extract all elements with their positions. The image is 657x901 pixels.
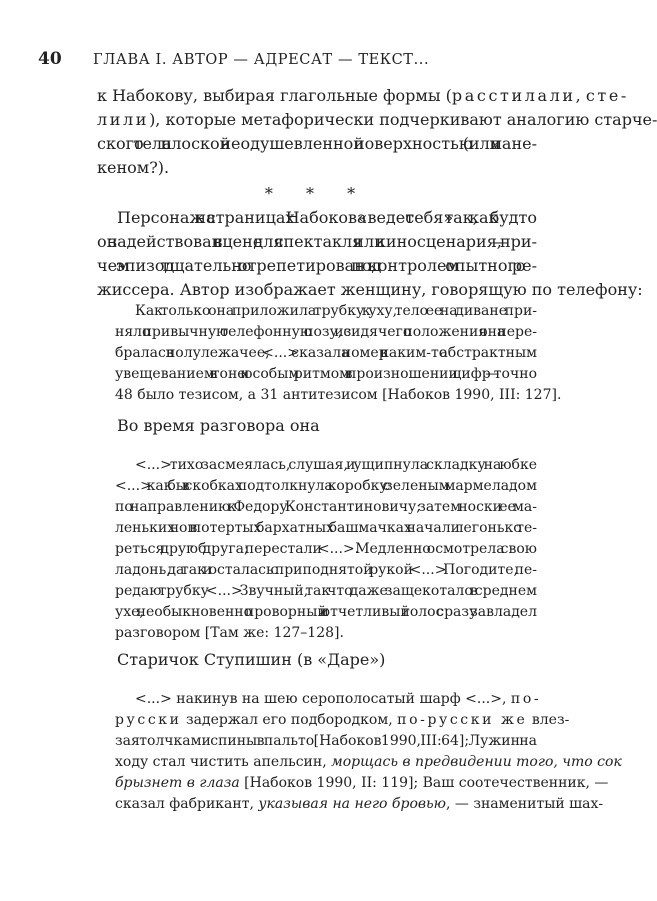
- quote-line: бралась в полулежачее; <...> сказала номер с каким-то абстрактным: [115, 345, 537, 361]
- quote-line: няло привычную телефонную позу, из сидячего положения она пере-: [115, 324, 537, 340]
- quote-line: ходу стал чистить апельсин, морщась в предвидении того, что сок: [97, 752, 537, 773]
- italic-phrase: морщась в предвидении того, что сок: [331, 754, 622, 770]
- spaced-word: расстилали: [451, 86, 576, 105]
- quote-line: брызнет в глаза [Набоков 1990, II: 119]; Ваш соотечественник, —: [97, 773, 537, 794]
- text-line: лили ), которые метафорически подчеркивают аналогию старче-: [97, 108, 537, 132]
- page-number: 40: [38, 49, 62, 69]
- quote-line: 48 было тезисом, а 31 антитезисом [Набоков 1990, III: 127].: [115, 387, 562, 403]
- quote-line: зая толчками спины в пальто [Набоков 1990, III: 64]; Лужин на: [115, 733, 537, 749]
- text-line: Старичок Ступишин (в «Даре»): [117, 650, 386, 669]
- quote-line: по направлению к Федору Константиновичу; затем носки ее ма-: [115, 499, 537, 515]
- quote-line: <...> накинув на шею серополосатый шарф <...>, по-: [97, 689, 537, 710]
- section-separator: * * *: [264, 184, 370, 203]
- quote-line: сказал фабрикант, указывая на него бровью , — знаменитый шах-: [97, 794, 537, 815]
- spaced-word: русски: [115, 712, 182, 728]
- italic-phrase: брызнет в глаза: [115, 775, 240, 791]
- quote-line: <...> тихо засмеялась, слушая, и ущипнула складку на юбке: [135, 457, 537, 473]
- paragraph-3: [97, 414, 537, 438]
- block-quote-2: [97, 455, 537, 644]
- paragraph-continuation: [97, 84, 657, 180]
- quote-line: леньких ног в потертых бархатных башмачках начали легонько те-: [115, 520, 537, 536]
- text-line: кеном?).: [97, 158, 170, 177]
- text-line: к Набокову, выбирая глагольные формы ( расстилали , сте-: [97, 84, 537, 108]
- italic-phrase: указывая на него бровью: [258, 796, 446, 812]
- quote-line: увещеванием в тоне и особым ритмом в произношении цифр — точно: [115, 366, 537, 382]
- spaced-word: по-: [510, 691, 542, 707]
- spaced-word: лили: [97, 110, 150, 129]
- running-head-title: ГЛАВА I. АВТОР — АДРЕСАТ — ТЕКСТ...: [93, 52, 430, 68]
- quote-line: редаю трубку <...> Звучный, так что даже защекотало в среднем: [115, 583, 537, 599]
- quote-line: ухе, необыкновенно проворный и отчетливый голос сразу завладел: [115, 604, 537, 620]
- text-line: он задействован в сцене для спектакля или киносценария, — при-: [97, 232, 537, 251]
- quote-line: разговором [Там же: 127–128].: [115, 625, 344, 641]
- running-header: [38, 48, 560, 70]
- text-line: Персонаж на страницах Набокова «ведет себя» так, как будто: [117, 208, 537, 227]
- quote-line: русски задержал его подбородком, по-русски же влез-: [97, 710, 537, 731]
- spaced-word: по-русски же: [397, 712, 528, 728]
- quote-line: Как только она приложила трубку к уху, тело ее на диване при-: [135, 303, 537, 319]
- text-line: ского тела с плоской неодушевленной поверхностью (или с мане-: [97, 134, 537, 153]
- paragraph-4: [97, 648, 537, 672]
- quote-line: реться друг об друга; перестали <...>. Медленно осмотрела свою: [115, 541, 537, 557]
- block-quote-1: [97, 301, 562, 406]
- paragraph-2: [97, 206, 643, 302]
- block-quote-3: [97, 689, 622, 815]
- text-line: чем эпизод тщательно отрепетирован под контролем опытного ре-: [97, 256, 538, 275]
- text-line: Во время разговора она: [117, 416, 320, 435]
- quote-line: ладонь, да так и осталась с приподнятой рукой <...> Погодите, пе-: [115, 562, 537, 578]
- text-line: жиссера. Автор изображает женщину, говорящую по телефону:: [97, 280, 643, 299]
- spaced-word: сте-: [585, 86, 629, 105]
- quote-line: <...> как бы в скобках подтолкнула коробку с зеленым мармеладом: [115, 478, 537, 494]
